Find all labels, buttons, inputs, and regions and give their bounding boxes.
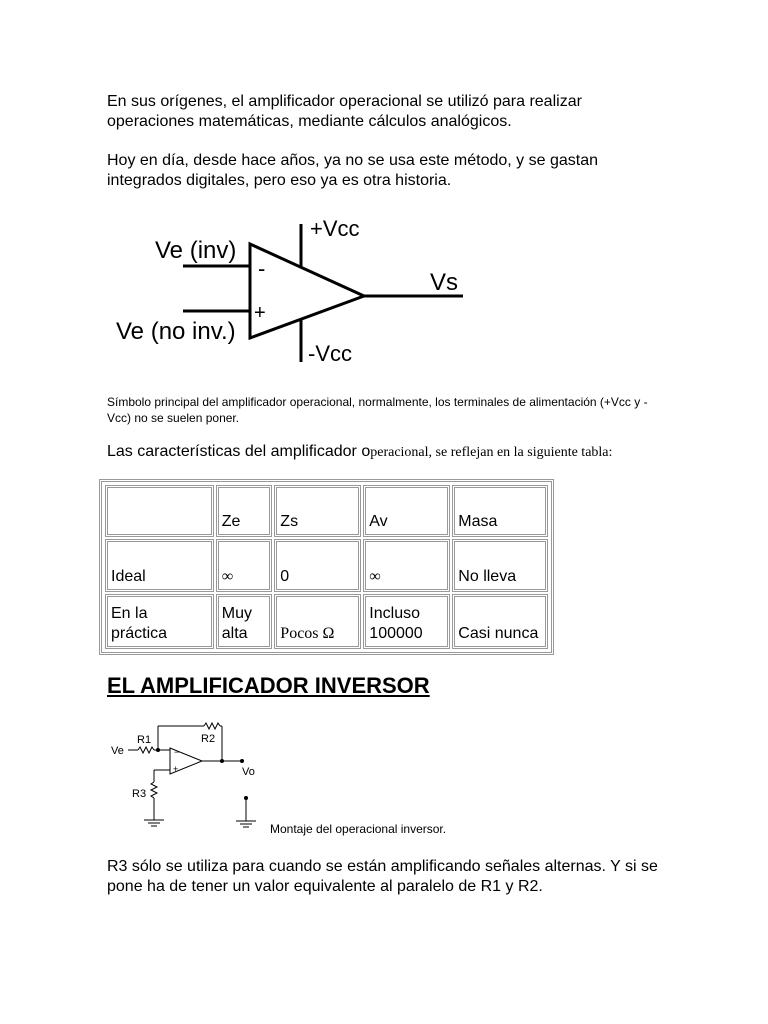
table-intro-serif: peracional, se reflejan en la siguiente tabla: [370,445,613,460]
r3-resistor [151,782,157,798]
figure2-caption: Montaje del operacional inversor. [270,822,447,836]
table-row [105,539,548,591]
node-dot [220,759,224,763]
intro-paragraph: En sus orígenes, el amplificador operacional se utilizó para realizar operaciones matemáticas, mediante cálculos analógicos. [107,93,582,130]
r3-label: R3 [132,788,147,800]
r3-explanation-paragraph: R3 sólo se utiliza para cuando se están amplificando señales alternas. Y si se pone ha de tener un valor equivalente al paralelo de R1 y R2. [107,858,658,895]
table-cell: ∞ [363,539,450,591]
characteristics-table [99,479,554,655]
node-dot [156,748,160,752]
table-header-cell: Zs [274,485,361,537]
table-intro-paragraph [107,442,667,463]
table-cell: Pocos Ω [274,594,361,649]
table-cell: ∞ [216,539,273,591]
minus-sign: − [174,747,180,757]
r2-label: R2 [201,733,216,745]
minus-sign: - [258,256,266,281]
opamp-symbol-figure [108,214,470,370]
r1-label: R1 [137,734,152,746]
table-header-row [105,485,548,537]
table-cell: No lleva [452,539,548,591]
plus-sign: + [254,302,266,324]
ve-label: Ve [111,745,124,757]
inverting-amplifier-schematic [108,718,268,830]
table-cell: Casi nunca [452,594,548,649]
table-cell: Muy alta [216,594,273,649]
table-cell: Incluso 100000 [363,594,450,649]
node-dot [240,759,244,763]
table-header-cell: Masa [452,485,548,537]
table-header-cell: Av [363,485,450,537]
table-cell: En la práctica [105,594,214,649]
vo-label: Vo [242,766,255,778]
output-label: Vs [430,269,459,296]
figure1-caption: Símbolo principal del amplificador operacional, normalmente, los terminales de alimentación (+Vcc y -Vcc) no se suelen poner. [107,395,648,425]
node-dot [244,796,248,800]
opamp-triangle [250,244,364,338]
noninverting-input-label: Ve (no inv.) [116,318,236,345]
history-paragraph: Hoy en día, desde hace años, ya no se usa este método, y se gastan integrados digitales, pero eso ya es otra historia. [107,152,598,189]
r1-resistor [138,747,154,753]
table-cell: 0 [274,539,361,591]
table-header-cell: Ze [216,485,273,537]
plus-sign: + [173,764,179,774]
inverting-input-label: Ve (inv) [155,237,237,264]
vcc-pos-label: +Vcc [310,216,360,241]
table-intro-sans: Las características del amplificador o [107,443,371,460]
table-cell: Ideal [105,539,214,591]
vcc-neg-label: -Vcc [308,341,352,366]
table-row [105,594,548,649]
r2-resistor [204,723,220,729]
section-title: EL AMPLIFICADOR INVERSOR [107,673,430,698]
table-header-cell [105,485,214,537]
